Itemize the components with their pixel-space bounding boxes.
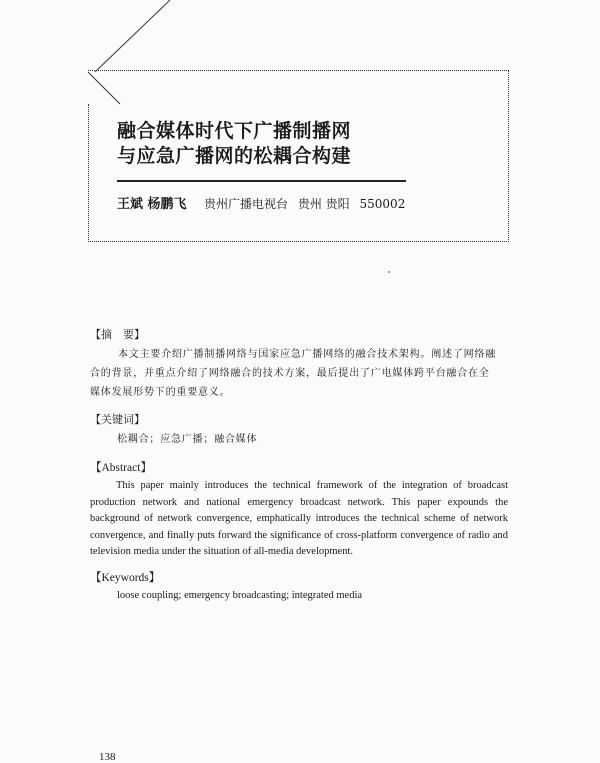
abstract-en-heading: 【Abstract】	[90, 462, 152, 474]
page-number: 138	[99, 751, 116, 763]
title-line-2: 与应急广播网的松耦合构建	[117, 145, 352, 167]
title-line-1: 融合媒体时代下广播制播网	[117, 120, 352, 142]
title-frame-left-edge	[88, 104, 89, 240]
keywords-cn-body: 松耦合；应急广播；融合媒体	[117, 434, 258, 445]
abstract-cn-heading: 【摘 要】	[90, 328, 145, 341]
scan-speck	[388, 271, 390, 273]
author-names: 王斌 杨鹏飞	[117, 197, 187, 212]
author-affiliation: 贵州广播电视台	[204, 197, 289, 211]
author-city: 贵州 贵阳	[297, 197, 350, 211]
author-line	[117, 193, 411, 212]
abstract-en-body: This paper mainly introduces the technical framework of the integration of broadcast production network and national emergency broadcast network. This paper expounds the background of network convergence, emphatically introduces the technical scheme of network convergence, and finally puts forward the significance of cross-platform convergence of radio and television media under the situation of all-media development.	[90, 480, 508, 557]
keywords-en-heading: 【Keywords】	[90, 572, 161, 584]
abstract-cn-body: 本文主要介绍广播制播网络与国家应急广播网络的融合技术架构。阐述了网络融合的背景，并重点介绍了网络融合的技术方案，最后提出了广电媒体跨平台融合在全媒体发展形势下的重要意义。	[90, 349, 496, 398]
author-postcode: 550002	[359, 197, 406, 211]
keywords-en-body: loose coupling; emergency broadcasting; integrated media	[117, 590, 363, 601]
keywords-cn-heading: 【关键词】	[90, 413, 145, 426]
title-rule	[117, 180, 406, 182]
article-title	[117, 119, 351, 169]
